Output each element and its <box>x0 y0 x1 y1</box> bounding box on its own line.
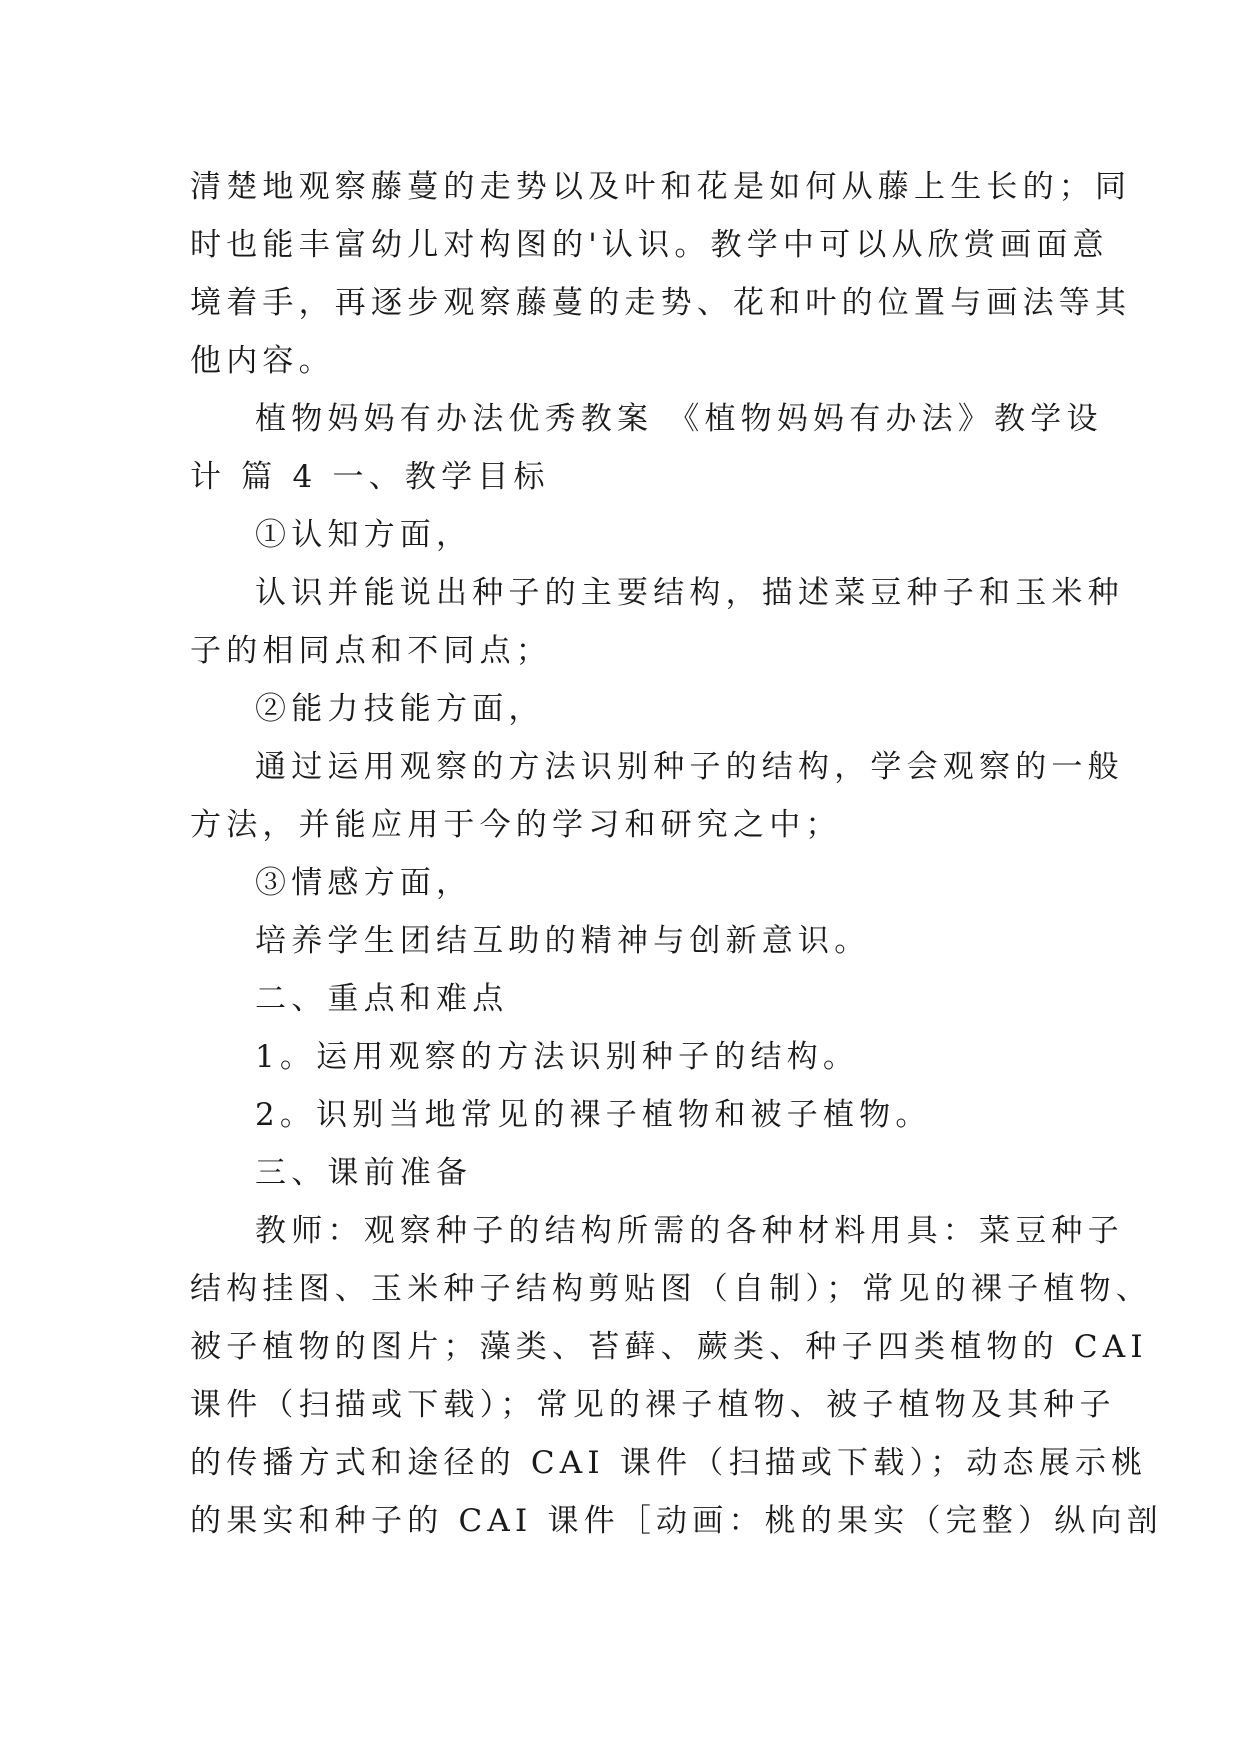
section-heading: 二、重点和难点 <box>255 981 509 1017</box>
text-line: ②能力技能方面， <box>255 691 545 727</box>
text-line: 方法，并能应用于今的学习和研究之中； <box>190 807 842 843</box>
text-line: ③情感方面， <box>255 865 473 901</box>
text-line: 1。运用观察的方法识别种子的结构。 <box>255 1039 860 1075</box>
text-line: 结构挂图、玉米种子结构剪贴图（自制）；常见的裸子植物、 <box>190 1271 1152 1307</box>
text-line: 通过运用观察的方法识别种子的结构，学会观察的一般 <box>255 749 1124 785</box>
section-heading: 植物妈妈有办法优秀教案 《植物妈妈有办法》教学设 <box>255 401 1103 437</box>
text-line: 的果实和种子的 CAI 课件［动画：桃的果实（完整）纵向剖 <box>190 1503 1163 1539</box>
text-line: 境着手，再逐步观察藤蔓的走势、花和叶的位置与画法等其 <box>190 285 1132 321</box>
section-heading: 三、课前准备 <box>255 1155 473 1191</box>
text-line: 2。识别当地常见的裸子植物和被子植物。 <box>255 1097 932 1133</box>
text-line: 子的相同点和不同点； <box>190 633 552 669</box>
text-line: 培养学生团结互助的精神与创新意识。 <box>255 923 871 959</box>
text-line: 他内容。 <box>190 343 335 379</box>
text-line: 课件（扫描或下载）；常见的裸子植物、被子植物及其种子 <box>190 1387 1116 1423</box>
text-line: 被子植物的图片；藻类、苔藓、蕨类、种子四类植物的 CAI <box>190 1329 1148 1365</box>
section-heading: 计 篇 4 一、教学目标 <box>190 459 550 495</box>
text-line: 的传播方式和途径的 CAI 课件（扫描或下载）；动态展示桃 <box>190 1445 1148 1481</box>
text-line: 清楚地观察藤蔓的走势以及叶和花是如何从藤上生长的；同 <box>190 169 1132 205</box>
text-line: 认识并能说出种子的主要结构，描述菜豆种子和玉米种 <box>255 575 1124 611</box>
text-line: 教师：观察种子的结构所需的各种材料用具：菜豆种子 <box>255 1213 1124 1249</box>
text-line: 时也能丰富幼儿对构图的'认识。教学中可以从欣赏画面意 <box>190 227 1109 263</box>
text-line: ①认知方面， <box>255 517 473 553</box>
